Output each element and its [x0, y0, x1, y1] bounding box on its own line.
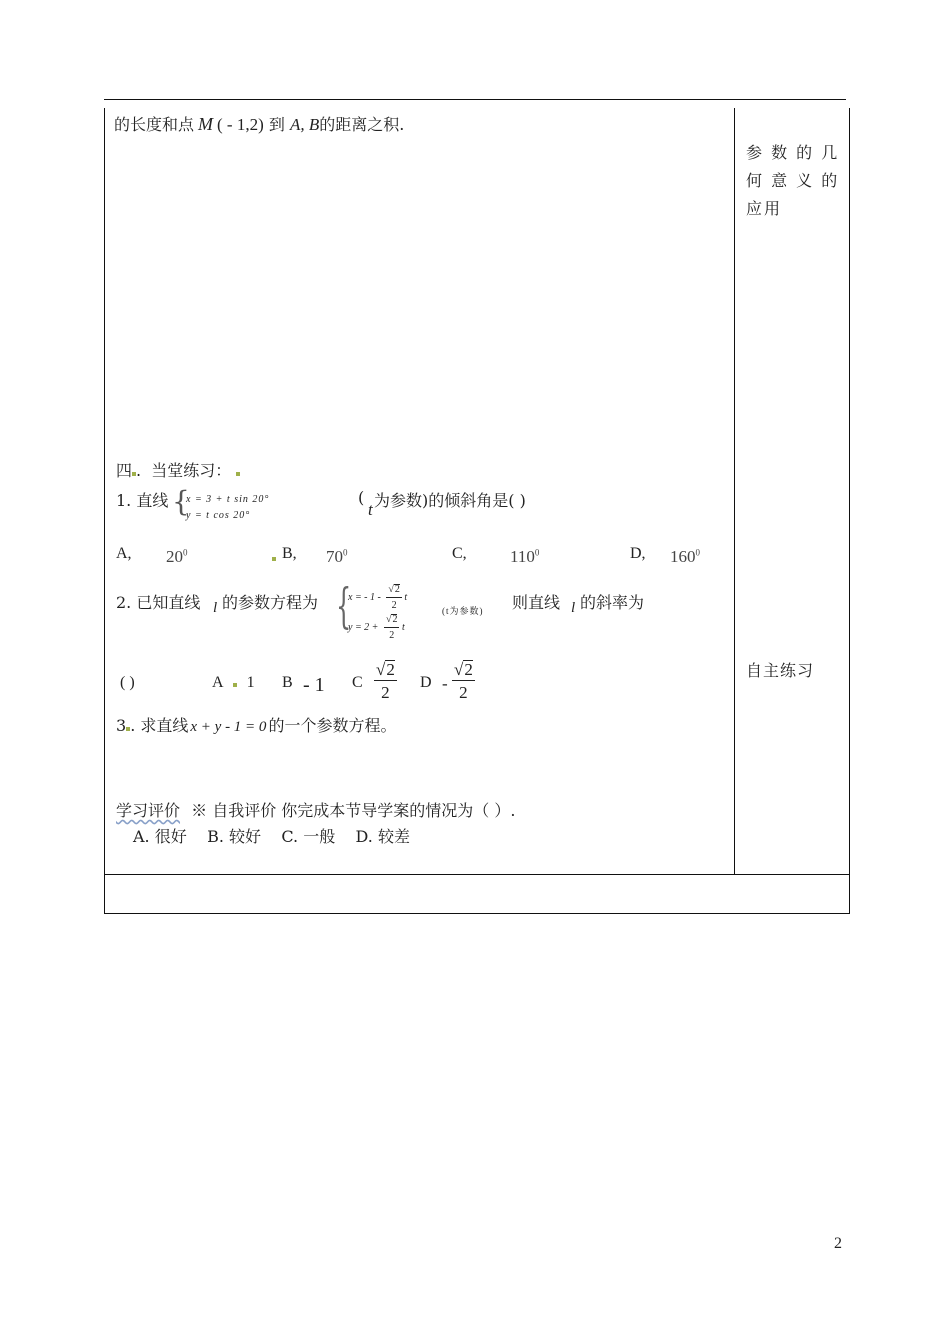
q3-prefix: 3 — [116, 716, 127, 735]
q2-system-y-sqrt: 2 — [392, 614, 398, 625]
q2-option-d-minus: - — [442, 674, 448, 693]
q2-system-y-denominator: 2 — [389, 630, 395, 641]
q1-option-d-base: 160 — [670, 547, 696, 566]
edit-mark-icon — [132, 472, 136, 476]
edit-mark-icon — [272, 557, 276, 561]
q2-option-d-root: 2 — [464, 660, 473, 679]
section-title-text: 当堂练习： — [151, 461, 232, 480]
q1-option-d-label: D, — [630, 545, 646, 562]
q1-param-t: t — [368, 500, 373, 519]
q2-option-c-numerator: √2 — [376, 660, 395, 679]
point-m-coords: ( - 1,2) — [217, 115, 264, 134]
q2-option-d-denominator: 2 — [459, 683, 468, 702]
q2-option-a — [212, 674, 255, 692]
q2-system-y-fraction — [384, 614, 400, 641]
side-note-1 — [746, 139, 839, 223]
fragment-suffix: 的距离之积. — [319, 115, 405, 134]
q3-mid: 求直线 — [140, 716, 189, 735]
side-note-2: 自主练习 — [746, 661, 815, 680]
side-note-1-line1: 参 数 的 几 — [746, 143, 840, 162]
q2-option-b-value: - 1 — [303, 674, 325, 696]
q1-option-a-value — [166, 547, 188, 567]
q2-system-x-t: t — [404, 591, 408, 603]
q2-option-c-label: C — [352, 674, 363, 691]
q2-option-c-fraction — [374, 660, 397, 701]
q1-system-line1: x = 3 + t sin 20° — [186, 494, 270, 505]
q2-mid: 的参数方程为 — [222, 593, 319, 612]
q2-option-d-numerator: √2 — [454, 660, 473, 679]
q2-option-c-denominator: 2 — [381, 683, 390, 702]
q2-system-x-numerator: √2 — [386, 584, 402, 598]
q1-option-a-label: A, — [116, 545, 132, 562]
q1-prefix: 1. 直线 — [116, 491, 169, 510]
top-rule — [104, 99, 846, 100]
point-m: M — [198, 114, 214, 134]
q1-option-c-sup: 0 — [534, 547, 540, 558]
q2-prefix: 2. 已知直线 — [116, 593, 201, 612]
q2-option-d-fraction — [452, 660, 475, 701]
table-right-border — [849, 108, 850, 914]
q2-system-y-t: t — [401, 621, 405, 633]
side-note-1-line3: 应用 — [746, 199, 783, 218]
evaluation-label: 学习评价 — [116, 801, 181, 820]
evaluation-options: A. 很好 B. 较好 C. 一般 D. 较差 — [133, 827, 410, 846]
q2-option-c-root: 2 — [386, 660, 395, 679]
q1-system-line2: y = t cos 20° — [186, 510, 251, 521]
q1-option-b-label: B, — [282, 545, 297, 562]
q3-equation: x + y - 1 = 0 — [190, 719, 267, 735]
q2-then: 则直线 — [512, 593, 561, 612]
evaluation-line — [116, 798, 515, 821]
q3-suffix: 的一个参数方程。 — [268, 716, 397, 735]
q3: 3 . 求直线 x + y - 1 = 0 的一个参数方程。 — [116, 716, 397, 735]
q2-system-brace: { — [336, 578, 352, 634]
q2-suffix: 的斜率为 — [580, 593, 645, 612]
edit-mark-icon — [233, 683, 237, 687]
q1-option-b-base: 70 — [326, 547, 343, 566]
q1-option-d-value — [670, 547, 700, 567]
column-divider — [734, 108, 735, 874]
edit-mark-icon — [126, 727, 130, 731]
q1-option-d-sup: 0 — [695, 547, 700, 558]
q1-option-c-label: C, — [452, 545, 467, 562]
table-bottom-border — [104, 913, 850, 914]
q2-option-d-label: D — [420, 674, 432, 691]
side-note-1-line2: 何 意 义 的 — [746, 171, 840, 190]
q2-system-x-fraction — [386, 584, 402, 611]
q2-option-a-value: 1 — [246, 674, 255, 691]
q2-line-var2: l — [571, 600, 576, 616]
q2-system-x-sqrt: 2 — [394, 584, 400, 595]
page-number: 2 — [834, 1235, 842, 1252]
q1-option-b-sup: 0 — [343, 547, 348, 558]
q1-option-b-value — [326, 547, 348, 567]
q1-option-c-value — [510, 547, 539, 567]
q2-system-x-denominator: 2 — [391, 600, 397, 611]
q2-system-y — [348, 614, 405, 641]
q1-paren-open: ( — [358, 488, 365, 507]
q1-param-note: 为参数)的倾斜角是( ) — [374, 491, 526, 510]
section-title: 四 . 当堂练习： — [116, 458, 240, 481]
q2-system-x-text: x = - 1 - — [348, 591, 381, 603]
q2-system-x — [348, 584, 407, 611]
row-divider — [104, 874, 850, 875]
q2-system-y-text: y = 2 + — [348, 621, 379, 633]
table-left-border — [104, 108, 105, 914]
q2-answer-paren: ( ) — [120, 674, 135, 691]
q1-option-c-base: 110 — [510, 547, 535, 566]
q2-line-var: l — [213, 600, 218, 616]
evaluation-text: ※ 自我评价 你完成本节导学案的情况为（ ）. — [191, 801, 516, 820]
section-title-number: 四 — [116, 461, 133, 480]
q2-option-b-label: B — [282, 674, 293, 691]
fragment-connector: 到 — [268, 115, 285, 134]
q1-option-a-sup: 0 — [183, 547, 188, 558]
q2-option-a-label: A — [212, 674, 223, 691]
q2-param-note: (t为参数) — [442, 606, 484, 616]
q1-option-a-base: 20 — [166, 547, 183, 566]
q2-system-y-numerator: √2 — [384, 614, 400, 628]
q1-system-brace: { — [172, 485, 190, 518]
points-ab: A, B — [289, 115, 320, 134]
fragment-prefix: 的长度和点 — [114, 115, 195, 134]
header-fragment — [114, 112, 404, 135]
edit-mark-icon — [236, 472, 240, 476]
